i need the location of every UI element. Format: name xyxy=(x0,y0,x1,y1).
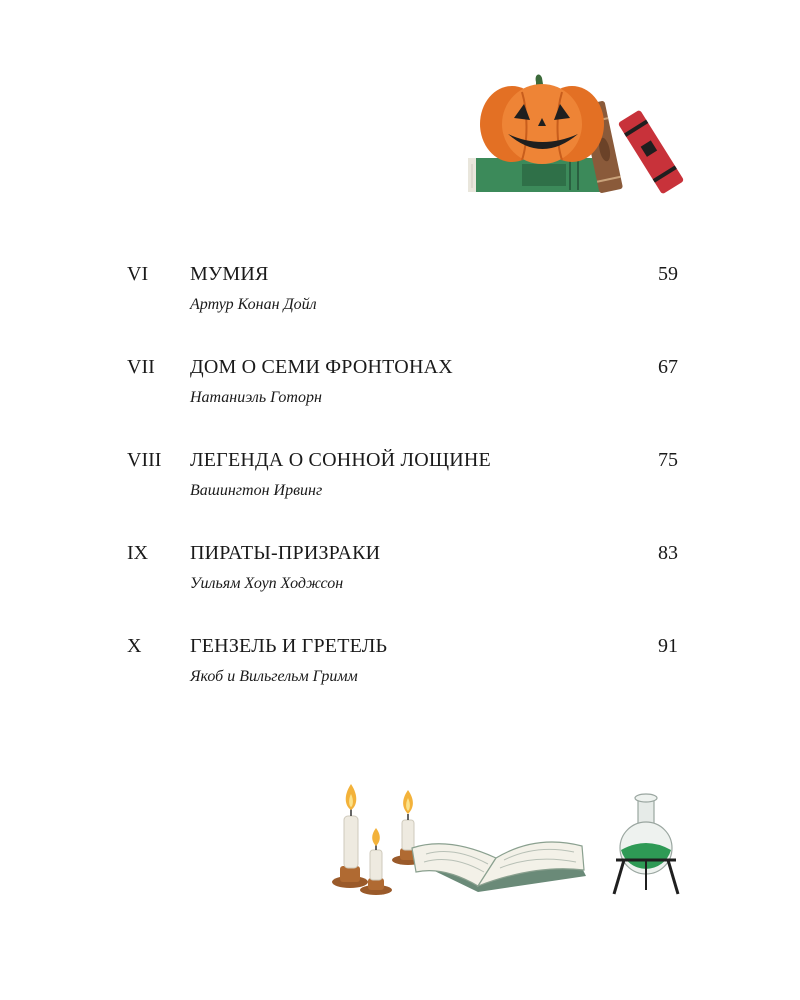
page-number: 83 xyxy=(658,542,678,564)
page-number: 59 xyxy=(658,263,678,285)
chapter-title: ДОМ О СЕМИ ФРОНТОНАХ xyxy=(190,356,453,378)
potion-flask-icon xyxy=(614,794,678,894)
page-number: 75 xyxy=(658,449,678,471)
chapter-author: Артур Конан Дойл xyxy=(190,296,317,313)
toc-entry[interactable] xyxy=(0,447,800,517)
page-number: 91 xyxy=(658,635,678,657)
chapter-author: Уильям Хоуп Ходжсон xyxy=(190,575,344,592)
chapter-number: IX xyxy=(127,542,149,564)
chapter-author: Вашингтон Ирвинг xyxy=(190,482,323,499)
chapter-author: Якоб и Вильгельм Гримм xyxy=(190,668,358,685)
chapter-title: ЛЕГЕНДА О СОННОЙ ЛОЩИНЕ xyxy=(190,449,491,471)
candles-book-flask-illustration xyxy=(328,776,696,904)
chapter-title: МУМИЯ xyxy=(190,263,269,285)
chapter-author: Натаниэль Готорн xyxy=(190,389,322,406)
chapter-number: VII xyxy=(127,356,155,378)
toc-entry[interactable] xyxy=(0,354,800,424)
toc-entry[interactable] xyxy=(0,261,800,331)
chapter-number: VI xyxy=(127,263,149,285)
chapter-number: VIII xyxy=(127,449,162,471)
toc-entry[interactable] xyxy=(0,540,800,610)
open-book-icon xyxy=(412,842,586,892)
page-number: 67 xyxy=(658,356,678,378)
candles-icon xyxy=(332,784,424,895)
chapter-title: ПИРАТЫ-ПРИЗРАКИ xyxy=(190,542,381,564)
chapter-title: ГЕНЗЕЛЬ И ГРЕТЕЛЬ xyxy=(190,635,388,657)
toc-entry[interactable] xyxy=(0,633,800,703)
chapter-number: X xyxy=(127,635,142,657)
